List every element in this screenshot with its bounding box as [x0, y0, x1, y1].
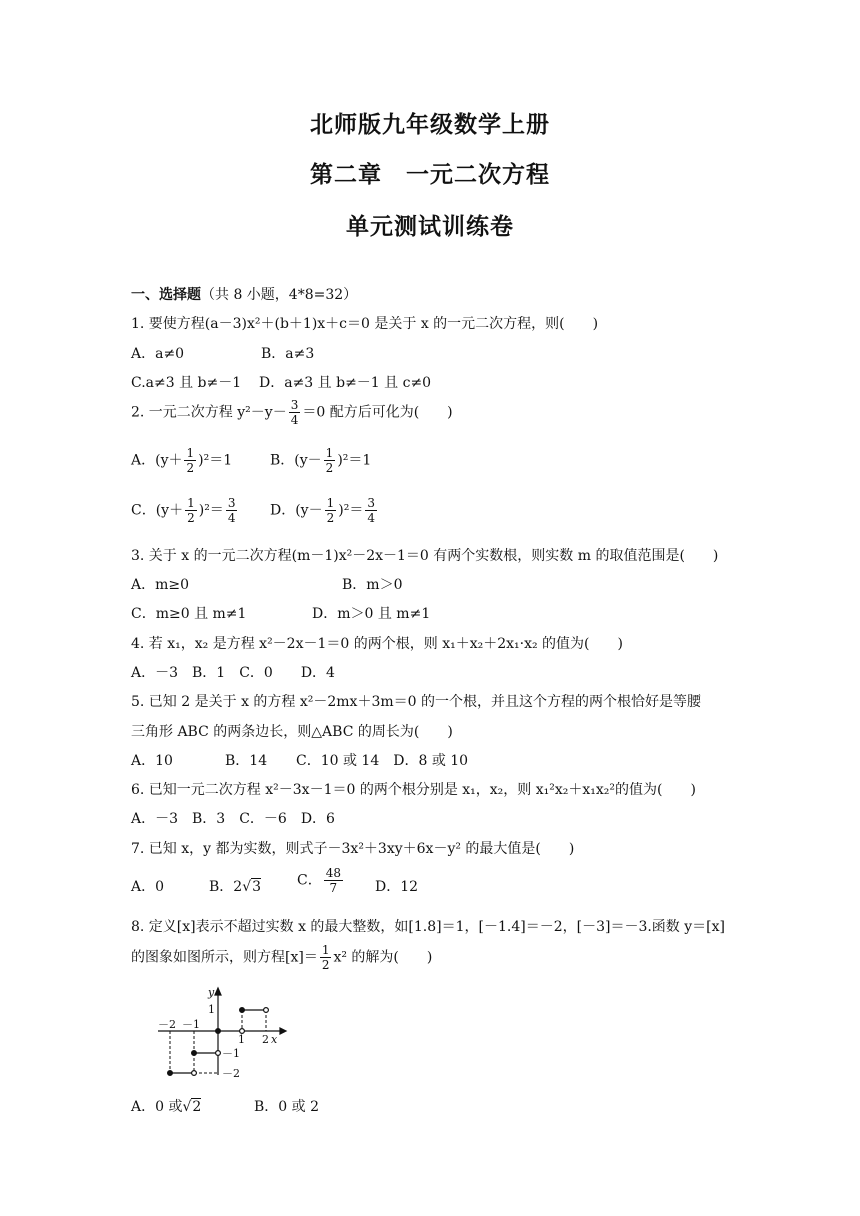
- question-8-option-b: B．0 或 2: [254, 1099, 320, 1115]
- q8-stem2-pre: 的图象如图所示，则方程[x]＝: [131, 949, 318, 966]
- q2-a-den: 2: [186, 461, 195, 475]
- q2-c-num: 1: [187, 496, 195, 510]
- q2-c-num2: 3: [227, 496, 236, 510]
- label-neg1-y: －1: [222, 1047, 240, 1060]
- q7-c-den: 7: [329, 881, 338, 895]
- question-1-option-d: D．a≠3 且 b≠－1 且 c≠0: [259, 375, 432, 391]
- q2-d-fraction: [325, 496, 337, 525]
- question-1-stem: 1. 要使方程(a－3)x²＋(b＋1)x＋c＝0 是关于 x 的一元二次方程，则( ): [131, 316, 599, 332]
- question-5-stem-line1: 5. 已知 2 是关于 x 的方程 x²－2mx＋3m＝0 的一个根，并且这个方程的两个根恰好是等腰: [131, 694, 701, 710]
- q7-b-pre: B．2: [209, 879, 243, 895]
- question-3-stem: 3. 关于 x 的一元二次方程(m－1)x²－2x－1＝0 有两个实数根，则实数 m 的取值范围是( ): [131, 548, 719, 564]
- q2-d-num: 1: [326, 496, 335, 510]
- question-7-option-d: D．12: [375, 879, 419, 895]
- q8-den: 2: [321, 958, 330, 972]
- question-3-option-c: C．m≥0 且 m≠1: [131, 606, 247, 622]
- q2-fraction: [289, 398, 301, 427]
- title-chapter: 第二章 一元二次方程: [310, 162, 550, 188]
- q2-d-den2: 4: [367, 511, 375, 525]
- q2-a-fraction: [184, 446, 196, 475]
- q2-b-num: 1: [325, 446, 334, 460]
- q8-stem2-post: x² 的解为( ): [333, 949, 433, 966]
- label-neg2-y: －2: [222, 1067, 240, 1080]
- closed-point-0: [216, 1029, 221, 1034]
- question-4-options: A．－3 B．1 C．0 D．4: [131, 665, 335, 681]
- question-7-stem: 7. 已知 x，y 都为实数，则式子－3x²＋3xy＋6x－y² 的最大值是( ): [131, 841, 575, 857]
- question-5-stem-line2: 三角形 ABC 的两条边长，则△ABC 的周长为( ): [131, 724, 453, 740]
- q2-d-mid: )²＝: [338, 502, 364, 519]
- q2-c-den: 2: [187, 511, 195, 525]
- q2-b-pre: B．(y－: [270, 452, 322, 469]
- x-axis-arrow: [280, 1028, 286, 1034]
- q8-num: 1: [321, 943, 330, 957]
- section-note: （共 8 小题，4*8=32）: [201, 287, 358, 303]
- question-7-option-b: [209, 876, 261, 896]
- question-5-option-cd: C．10 或 14 D．8 或 10: [296, 753, 469, 769]
- q2-a-num: 1: [186, 446, 195, 460]
- question-5-option-b: B．14: [225, 753, 268, 769]
- q2-d-fraction2: [365, 496, 377, 525]
- question-8-stem-line1: 8. 定义[x]表示不超过实数 x 的最大整数，如[1.8]＝1，[－1.4]＝－2，[－3]＝－3.函数 y＝[x]: [131, 919, 725, 935]
- question-1-option-c: C.a≠3 且 b≠－1: [131, 375, 242, 391]
- label-one-y: 1: [208, 1003, 215, 1016]
- q2-b-den: 2: [325, 461, 334, 475]
- question-7-option-c: [297, 866, 345, 895]
- label-neg1-x: －1: [182, 1018, 200, 1031]
- question-2-option-d: [270, 496, 379, 525]
- label-x: x: [271, 1033, 278, 1046]
- q2-a-pre: A．(y＋: [131, 452, 183, 469]
- question-2-stem: [131, 398, 453, 427]
- q8-fraction: [320, 943, 332, 972]
- label-y: y: [208, 986, 215, 999]
- q7-c-pre: C．: [297, 872, 322, 889]
- title-textbook: 北师版九年级数学上册: [310, 112, 550, 138]
- question-7-option-a: A．0: [131, 879, 165, 895]
- q7-c-fraction: [324, 866, 343, 895]
- q2-a-post: )²＝1: [198, 452, 233, 469]
- q2-stem-post: ＝0 配方后可化为( ): [302, 404, 453, 421]
- question-3-option-b: B．m＞0: [342, 577, 403, 593]
- question-5-option-a: A．10: [131, 753, 173, 769]
- q7-b-radicand: 3: [252, 879, 262, 895]
- question-6-stem: 6. 已知一元二次方程 x²－3x－1＝0 的两个根分别是 x₁，x₂，则 x₁²x₂＋x₁x₂²的值为( ): [131, 782, 696, 798]
- q2-fraction-num: 3: [290, 398, 299, 412]
- question-8-stem-line2: [131, 943, 432, 972]
- question-2-option-b: [270, 446, 371, 475]
- sqrt-symbol: √: [242, 879, 252, 895]
- section-title: 一、选择题: [131, 287, 201, 303]
- q2-fraction-den: 4: [290, 413, 299, 427]
- closed-point-1: [240, 1008, 245, 1013]
- q8-a-pre: A．0 或: [131, 1099, 183, 1115]
- label-neg2-x: －2: [158, 1018, 176, 1031]
- q2-c-fraction: [185, 496, 197, 525]
- question-3-option-a: A．m≥0: [131, 577, 190, 593]
- q2-b-fraction: [324, 446, 336, 475]
- q2-c-mid: )²＝: [198, 502, 224, 519]
- q2-d-den: 2: [326, 511, 335, 525]
- question-2-option-c: [131, 496, 239, 525]
- y-axis-arrow: [215, 988, 221, 995]
- floor-function-graph: [150, 983, 290, 1083]
- q2-c-fraction2: [226, 496, 238, 525]
- question-4-stem: 4. 若 x₁，x₂ 是方程 x²－2x－1＝0 的两个根，则 x₁＋x₂＋2x₁·x₂ 的值为( ): [131, 636, 623, 652]
- question-3-option-d: D．m＞0 且 m≠1: [312, 606, 431, 622]
- closed-point-neg1: [192, 1051, 197, 1056]
- title-test: 单元测试训练卷: [346, 214, 514, 240]
- open-point-neg2: [192, 1071, 197, 1076]
- question-8-option-a: [131, 1096, 201, 1116]
- q8-a-radicand: 2: [192, 1099, 202, 1115]
- section-heading: [131, 284, 357, 304]
- sqrt-symbol: √: [182, 1099, 192, 1115]
- question-1-option-b: B．a≠3: [261, 346, 315, 362]
- question-6-options: A．－3 B．3 C．－6 D．6: [131, 811, 335, 827]
- q2-c-pre: C．(y＋: [131, 502, 184, 519]
- closed-point-neg2: [168, 1071, 173, 1076]
- open-point-1: [264, 1008, 269, 1013]
- q2-d-pre: D．(y－: [270, 502, 323, 519]
- q2-c-den2: 4: [227, 511, 236, 525]
- question-1-option-a: A．a≠0: [131, 346, 185, 362]
- open-point-neg1: [216, 1051, 221, 1056]
- q7-c-num: 48: [325, 866, 341, 880]
- q2-d-num2: 3: [367, 496, 375, 510]
- label-two-x: 2: [262, 1033, 269, 1046]
- label-one-x: 1: [238, 1033, 245, 1046]
- question-2-option-a: [131, 446, 232, 475]
- q2-b-post: )²＝1: [337, 452, 372, 469]
- q2-stem-pre: 2. 一元二次方程 y²－y－: [131, 404, 287, 421]
